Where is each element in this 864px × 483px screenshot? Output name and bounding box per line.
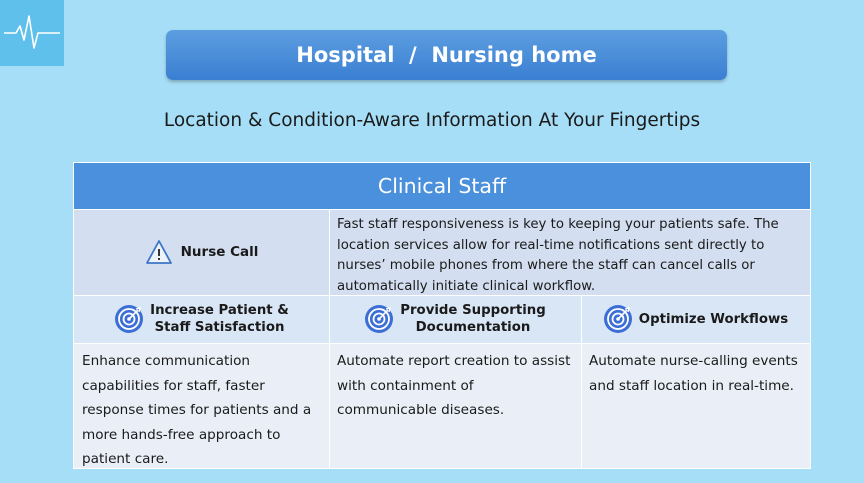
target-icon [364,304,394,334]
clinical-staff-table [73,162,811,469]
page-title: Hospital / Nursing home [166,30,727,80]
table-divider [329,209,330,468]
heartbeat-icon [0,0,64,66]
feature-title-workflows [581,295,810,343]
table-divider [74,343,810,344]
table-heading: Clinical Staff [74,163,810,209]
feature-title-line2: Staff Satisfaction [154,320,285,335]
table-divider [581,295,582,468]
feature-title-line1: Optimize Workflows [638,311,789,327]
nurse-call-description: Fast staff responsiveness is key to keeping your patients safe. The location services allow for real-time notifications sent directly to nurses’ mobile phones from where the staff can cancel calls or automatically initiate clinical workflow. [329,209,810,295]
table-divider [74,209,810,210]
warning-icon [145,239,173,265]
feature-title-documentation [329,295,581,343]
app-logo [0,0,64,66]
nurse-call-cell [74,209,329,295]
feature-title-line2: Documentation [415,320,531,335]
feature-body-satisfaction: Enhance communication capabilities for staff, faster response times for patients and a more hands-free approach to patient care. [74,343,329,468]
feature-title-satisfaction [74,295,329,343]
target-icon [603,304,633,334]
feature-body-workflows: Automate nurse-calling events and staff location in real-time. [581,343,810,468]
feature-title-line1: Increase Patient & [150,303,289,318]
feature-title-line1: Provide Supporting [400,303,546,318]
feature-body-documentation: Automate report creation to assist with containment of communicable diseases. [329,343,581,468]
page-subtitle: Location & Condition-Aware Information At Your Fingertips [163,110,701,131]
table-divider [74,295,810,296]
target-icon [114,304,144,334]
nurse-call-label: Nurse Call [180,244,259,260]
